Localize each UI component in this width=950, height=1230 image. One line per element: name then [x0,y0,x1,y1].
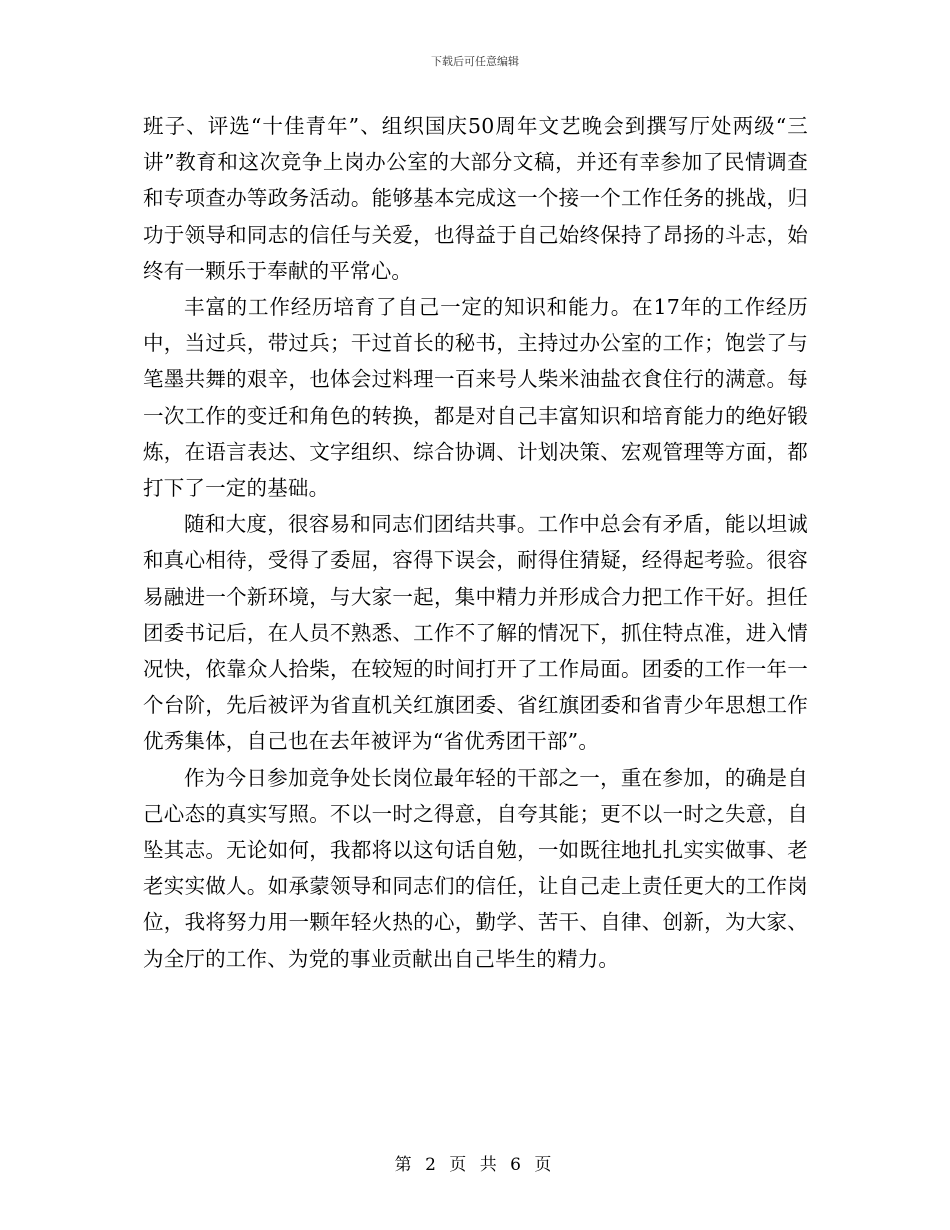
paragraph: 作为今日参加竞争处长岗位最年轻的干部之一，重在参加，的确是自己心态的真实写照。不以一时之得意，自夸其能；更不以一时之失意，自坠其志。无论如何，我都将以这句话自勉，一如既往地扎扎实实做事、老老实实做人。如承蒙领导和同志们的信任，让自己走上责任更大的工作岗位，我将努力用一颗年轻火热的心，勤学、苦干、自律、创新，为大家、为全厅的工作、为党的事业贡献出自己毕生的精力。 [143,765,808,971]
page-header: 下载后可任意编辑 [431,55,519,68]
paragraph: 随和大度，很容易和同志们团结共事。工作中总会有矛盾，能以坦诚和真心相待，受得了委屈，容得下误会，耐得住猜疑，经得起考验。很容易融进一个新环境，与大家一起，集中精力并形成合力把工作干好。担任团委书记后，在人员不熟悉、工作不了解的情况下，抓住特点准，进入情况快，依靠众人拾柴，在较短的时间打开了工作局面。团委的工作一年一个台阶，先后被评为省直机关红旗团委、省红旗团委和省青少年思想工作优秀集体，自己也在去年被评为“省优秀团干部”。 [143,512,808,754]
paragraph: 班子、评选“十佳青年”、组织国庆50周年文艺晚会到撰写厅处两级“三讲”教育和这次竞争上岗办公室的大部分文稿，并还有幸参加了民情调查和专项查办等政务活动。能够基本完成这一个接一个工作任务的挑战，归功于领导和同志的信任与关爱，也得益于自己始终保持了昂扬的斗志，始终有一颗乐于奉献的平常心。 [143,114,808,283]
document-body [143,108,808,977]
page-number-footer: 第 2 页 共 6 页 [394,1155,556,1175]
paragraph: 丰富的工作经历培育了自己一定的知识和能力。在17年的工作经历中，当过兵，带过兵；干过首长的秘书，主持过办公室的工作；饱尝了与笔墨共舞的艰辛，也体会过料理一百来号人柴米油盐衣食住行的满意。每一次工作的变迁和角色的转换，都是对自己丰富知识和培育能力的绝好锻炼，在语言表达、文字组织、综合协调、计划决策、宏观管理等方面，都打下了一定的基础。 [143,295,808,501]
